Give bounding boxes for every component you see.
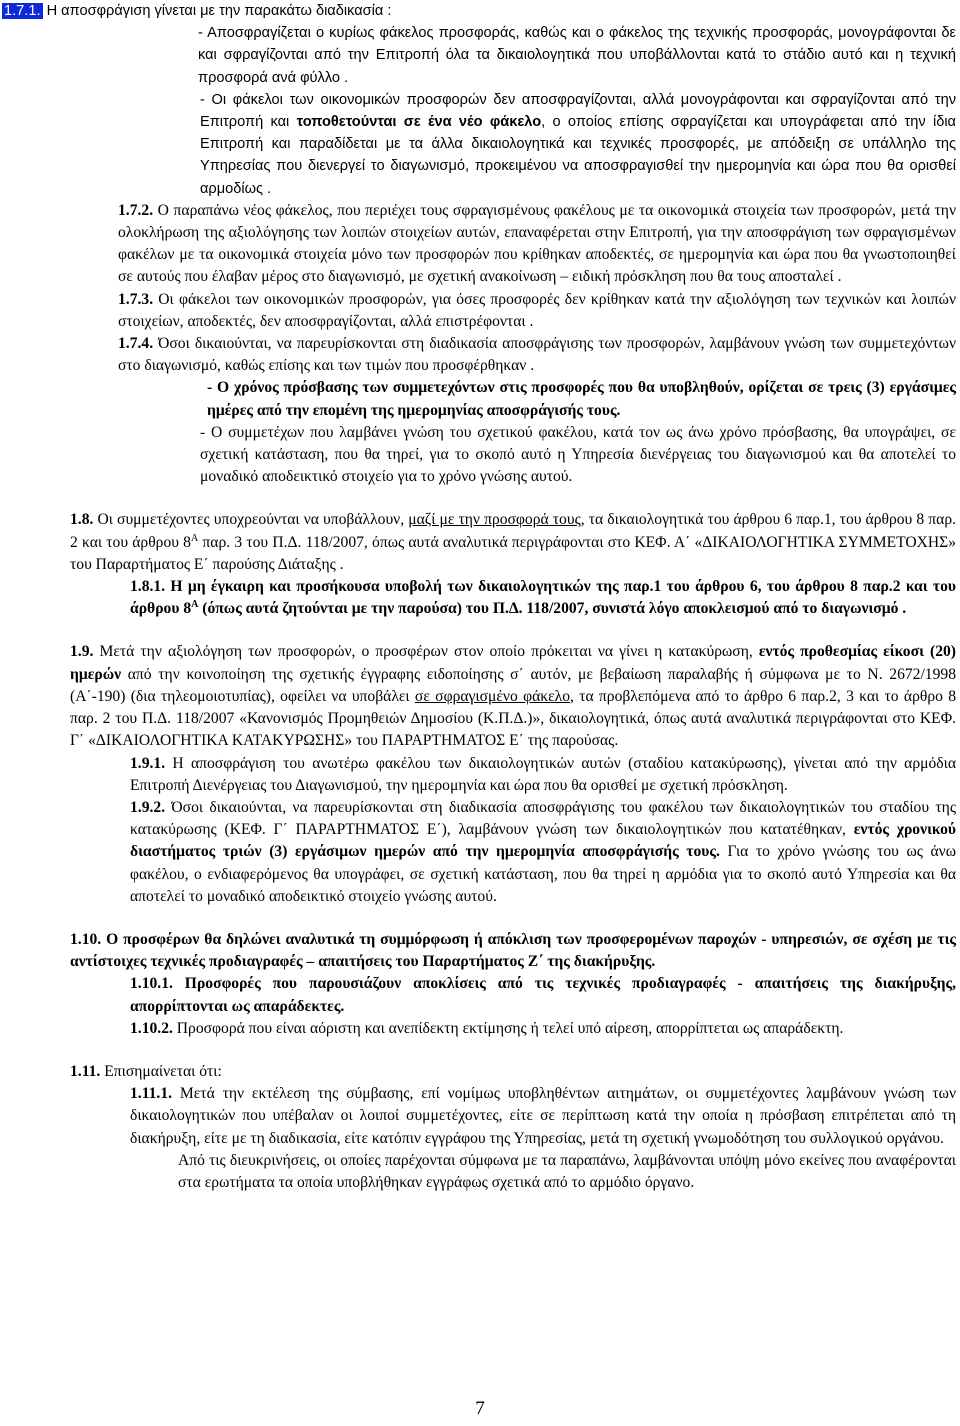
paragraph-1-8: 1.8. Οι συμμετέχοντες υποχρεούνται να υποβάλλουν, μαζί με την προσφορά τους, τα δικαιολογητικά του άρθρου 6 παρ.1, του άρθρου 8 παρ. 2 και του άρθρου $8^A$ παρ. 3 του Π.Δ. 118/2007, όπως αυτά αναλυτικά περιγράφονται στο ΚΕΦ. Α΄ «ΔΙΚΑΙΟΛΟΓΗΤΙΚΑ ΣΥΜΜΕΤΟΧΗΣ» του Παραρτήματος Ε΄ παρούσης Διάταξης . bbox=[70, 511, 956, 573]
document-page bbox=[2, 0, 956, 1194]
paragraph-1-11-1: 1.11.1. Μετά την εκτέλεση της σύμβασης, επί νομίμως υποβληθέντων αιτημάτων, οι συμμετέχοντες λαμβάνουν γνώση των δικαιολογητικών που υπέβαλαν οι λοιποί συμμετέχοντες, είτε σε περίπτωση κατά την οποία η πρόσβαση επιτρέπεται από τη διακήρυξη, είτε με τη διαδικασία, είτε κατόπιν εγγράφου της Υπηρεσίας, μετά τη σχετική γνωμοδότηση του συλλογικού οργάνου. bbox=[130, 1085, 956, 1147]
paragraph-1-7-3: 1.7.3. Οι φάκελοι των οικονομικών προσφορών, για όσες προσφορές δεν κρίθηκαν κατά την αξιολόγηση των τεχνικών και λοιπών στοιχείων, αποδεκτές, δεν αποσφραγίζονται, αλλά επιστρέφονται . bbox=[118, 290, 956, 330]
paragraph-1-10-2: 1.10.2. Προσφορά που είναι αόριστη και ανεπίδεκτη εκτίμησης ή τελεί υπό αίρεση, απορρίπτεται ως απαράδεκτη. bbox=[130, 1019, 844, 1037]
paragraph-1-8-1: 1.8.1. Η μη έγκαιρη και προσήκουσα υποβολή των δικαιολογητικών της παρ.1 του άρθρου 6, του άρθρου 8 παρ.2 και του άρθρου $8^A$ (όπως αυτά ζητούνται με την παρούσα) του Π.Δ. 118/2007, συνιστά λόγο αποκλεισμού από το διαγωνισμό . bbox=[130, 578, 956, 618]
paragraph-1-7-1-dash2: - Οι φάκελοι των οικονομικών προσφορών δεν αποσφραγίζονται, αλλά μονογράφονται και σφραγίζονται από την Επιτροπή και τοποθετούνται σε ένα νέο φάκελο, ο οποίος επίσης σφραγίζεται και υπογράφεται από την ίδια Επιτροπή και παραδίδεται με τα άλλα δικαιολογητικά και τεχνικές προσφορές, με απόδειξη σε υπάλληλο της Υπηρεσίας που διενεργεί το διαγωνισμό, προκειμένου να αποσφραγισθεί την ημερομηνία και ώρα που θα ορισθεί αρμοδίως . bbox=[200, 91, 956, 197]
section-number-highlight: 1.7.1. bbox=[4, 3, 41, 19]
page-number: 7 bbox=[475, 1398, 485, 1419]
paragraph-1-11: 1.11. Επισημαίνεται ότι: bbox=[70, 1062, 222, 1080]
paragraph-1-7-4: 1.7.4. Όσοι δικαιούνται, να παρευρίσκονται στη διαδικασία αποσφράγισης των προσφορών, λαμβάνουν γνώση των συμμετεχόντων στο διαγωνισμό, καθώς επίσης και των τιμών που προσφέρθηκαν . bbox=[118, 335, 956, 375]
paragraph-1-9-2: 1.9.2. Όσοι δικαιούνται, να παρευρίσκονται στη διαδικασία αποσφράγισης του φακέλου των δικαιολογητικών του σταδίου της κατακύρωσης (ΚΕΦ. Γ΄ ΠΑΡΑΡΤΗΜΑΤΟΣ Ε΄), λαμβάνουν γνώση των δικαιολογητικών που κατατέθηκαν, εντός χρονικού διαστήματος τριών (3) εργάσιμων ημερών από την ημερομηνία αποσφράγισής τους. Για το χρόνο γνώσης του ως άνω φακέλου, ο ενδιαφερόμενος θα υπογράφει, σε σχετική κατάσταση, που θα τηρεί η αρμόδια για το σκοπό αυτό Υπηρεσία και θα αποτελεί το μοναδικό αποδεικτικό στοιχείο γνώσης αυτού. bbox=[130, 798, 957, 905]
paragraph-1-7-1-dash1: - Αποσφραγίζεται ο κυρίως φάκελος προσφοράς, καθώς και ο φάκελος της τεχνικής προσφοράς, μονογράφονται δε και σφραγίζονται από την Επιτροπή όλα τα δικαιολογητικά που υποβάλλονται κατά το στάδιο αυτό και η τεχνική προσφορά ανά φύλλο . bbox=[198, 25, 956, 86]
paragraph-1-7-4-dash1: - Ο χρόνος πρόσβασης των συμμετεχόντων στις προσφορές που θα υποβληθούν, ορίζεται σε τρεις (3) εργάσιμες ημέρες από την επομένη της ημερομηνίας αποσφράγισής τους. bbox=[207, 379, 956, 419]
paragraph-1-7-4-dash2: - Ο συμμετέχων που λαμβάνει γνώση του σχετικού φακέλου, κατά τον ως άνω χρόνο πρόσβασης, θα υπογράψει, σε σχετική κατάσταση, που θα τηρεί, για το σκοπό αυτό η Υπηρεσία διενέργειας του διαγωνισμού και θα αποτελεί το μοναδικό αποδεικτικό στοιχείο για το χρόνο γνώσης αυτού. bbox=[200, 423, 956, 486]
paragraph-1-9-1: 1.9.1. Η αποσφράγιση του ανωτέρω φακέλου των δικαιολογητικών αυτών (σταδίου κατακύρωσης), γίνεται από την αρμόδια Επιτροπή Διενέργειας του Διαγωνισμού, την ημερομηνία και ώρα που θα ορισθεί με σχετική πρόσκληση. bbox=[130, 754, 956, 794]
paragraph-1-7-1: 1.7.1. Η αποσφράγιση γίνεται με την παρακάτω διαδικασία : bbox=[4, 3, 392, 19]
paragraph-1-9: 1.9. Μετά την αξιολόγηση των προσφορών, ο προσφέρων στον οποίο πρόκειται να γίνει η κατακύρωση, εντός προθεσμίας είκοσι (20) ημερών από την κοινοποίηση της σχετικής έγγραφης ειδοποίησης σ΄ αυτόν, με βεβαίωση παραλαβής ή σύμφωνα με το Ν. 2672/1998 (Α΄-190) (δια τηλεομοιοτυπίας), οφείλει να υποβάλει σε σφραγισμένο φάκελο, τα προβλεπόμενα από το άρθρο 6 παρ.2, 3 και το άρθρο 8 παρ. 2 του Π.Δ. 118/2007 «Κανονισμός Προμηθειών Δημοσίου (Κ.Π.Δ.)», δικαιολογητικά, όπως αυτά αναλυτικά περιγράφονται στο ΚΕΦ. Γ΄ «ΔΙΚΑΙΟΛΟΓΗΤΙΚΑ ΚΑΤΑΚΥΡΩΣΗΣ» του ΠΑΡΑΡΤΗΜΑΤΟΣ Ε΄ της παρούσας. bbox=[70, 643, 956, 750]
paragraph-1-7-2: 1.7.2. Ο παραπάνω νέος φάκελος, που περιέχει τους σφραγισμένους φακέλους με τα οικονομικά στοιχεία των προσφορών, μετά την ολοκλήρωση της αξιολόγησης των λοιπών στοιχείων αυτών, επαναφέρεται στην Επιτροπή, για την αποσφράγιση των σφραγισμένων φακέλων με τα οικονομικά στοιχεία μόνο των προσφορών που κρίθηκαν αποδεκτές, σε ημερομηνία και ώρα που θα γνωστοποιηθεί σε αυτούς που έλαβαν μέρος στο διαγωνισμό, με σχετική ανακοίνωση – ειδική πρόσκληση που θα τους αποσταλεί . bbox=[118, 201, 956, 286]
paragraph-1-10-1: 1.10.1. Προσφορές που παρουσιάζουν αποκλίσεις από τις τεχνικές προδιαγραφές - απαιτήσεις της διακήρυξης, απορρίπτονται ως απαράδεκτες. bbox=[130, 975, 956, 1015]
paragraph-1-10: 1.10. Ο προσφέρων θα δηλώνει αναλυτικά τη συμμόρφωση ή απόκλιση των προσφερομένων παροχών - υπηρεσιών, σε σχέση με τις αντίστοιχες τεχνικές προδιαγραφές – απαιτήσεις του Παραρτήματος Ζ΄ της διακήρυξης. bbox=[70, 930, 956, 971]
paragraph-clarifications: Από τις διευκρινήσεις, οι οποίες παρέχονται σύμφωνα με τα παραπάνω, λαμβάνονται υπόψη μόνο εκείνες που αναφέρονται στα ερωτήματα τα οποία υποβλήθηκαν εγγράφως σχετικά από το αρμόδιο όργανο. bbox=[178, 1151, 956, 1191]
